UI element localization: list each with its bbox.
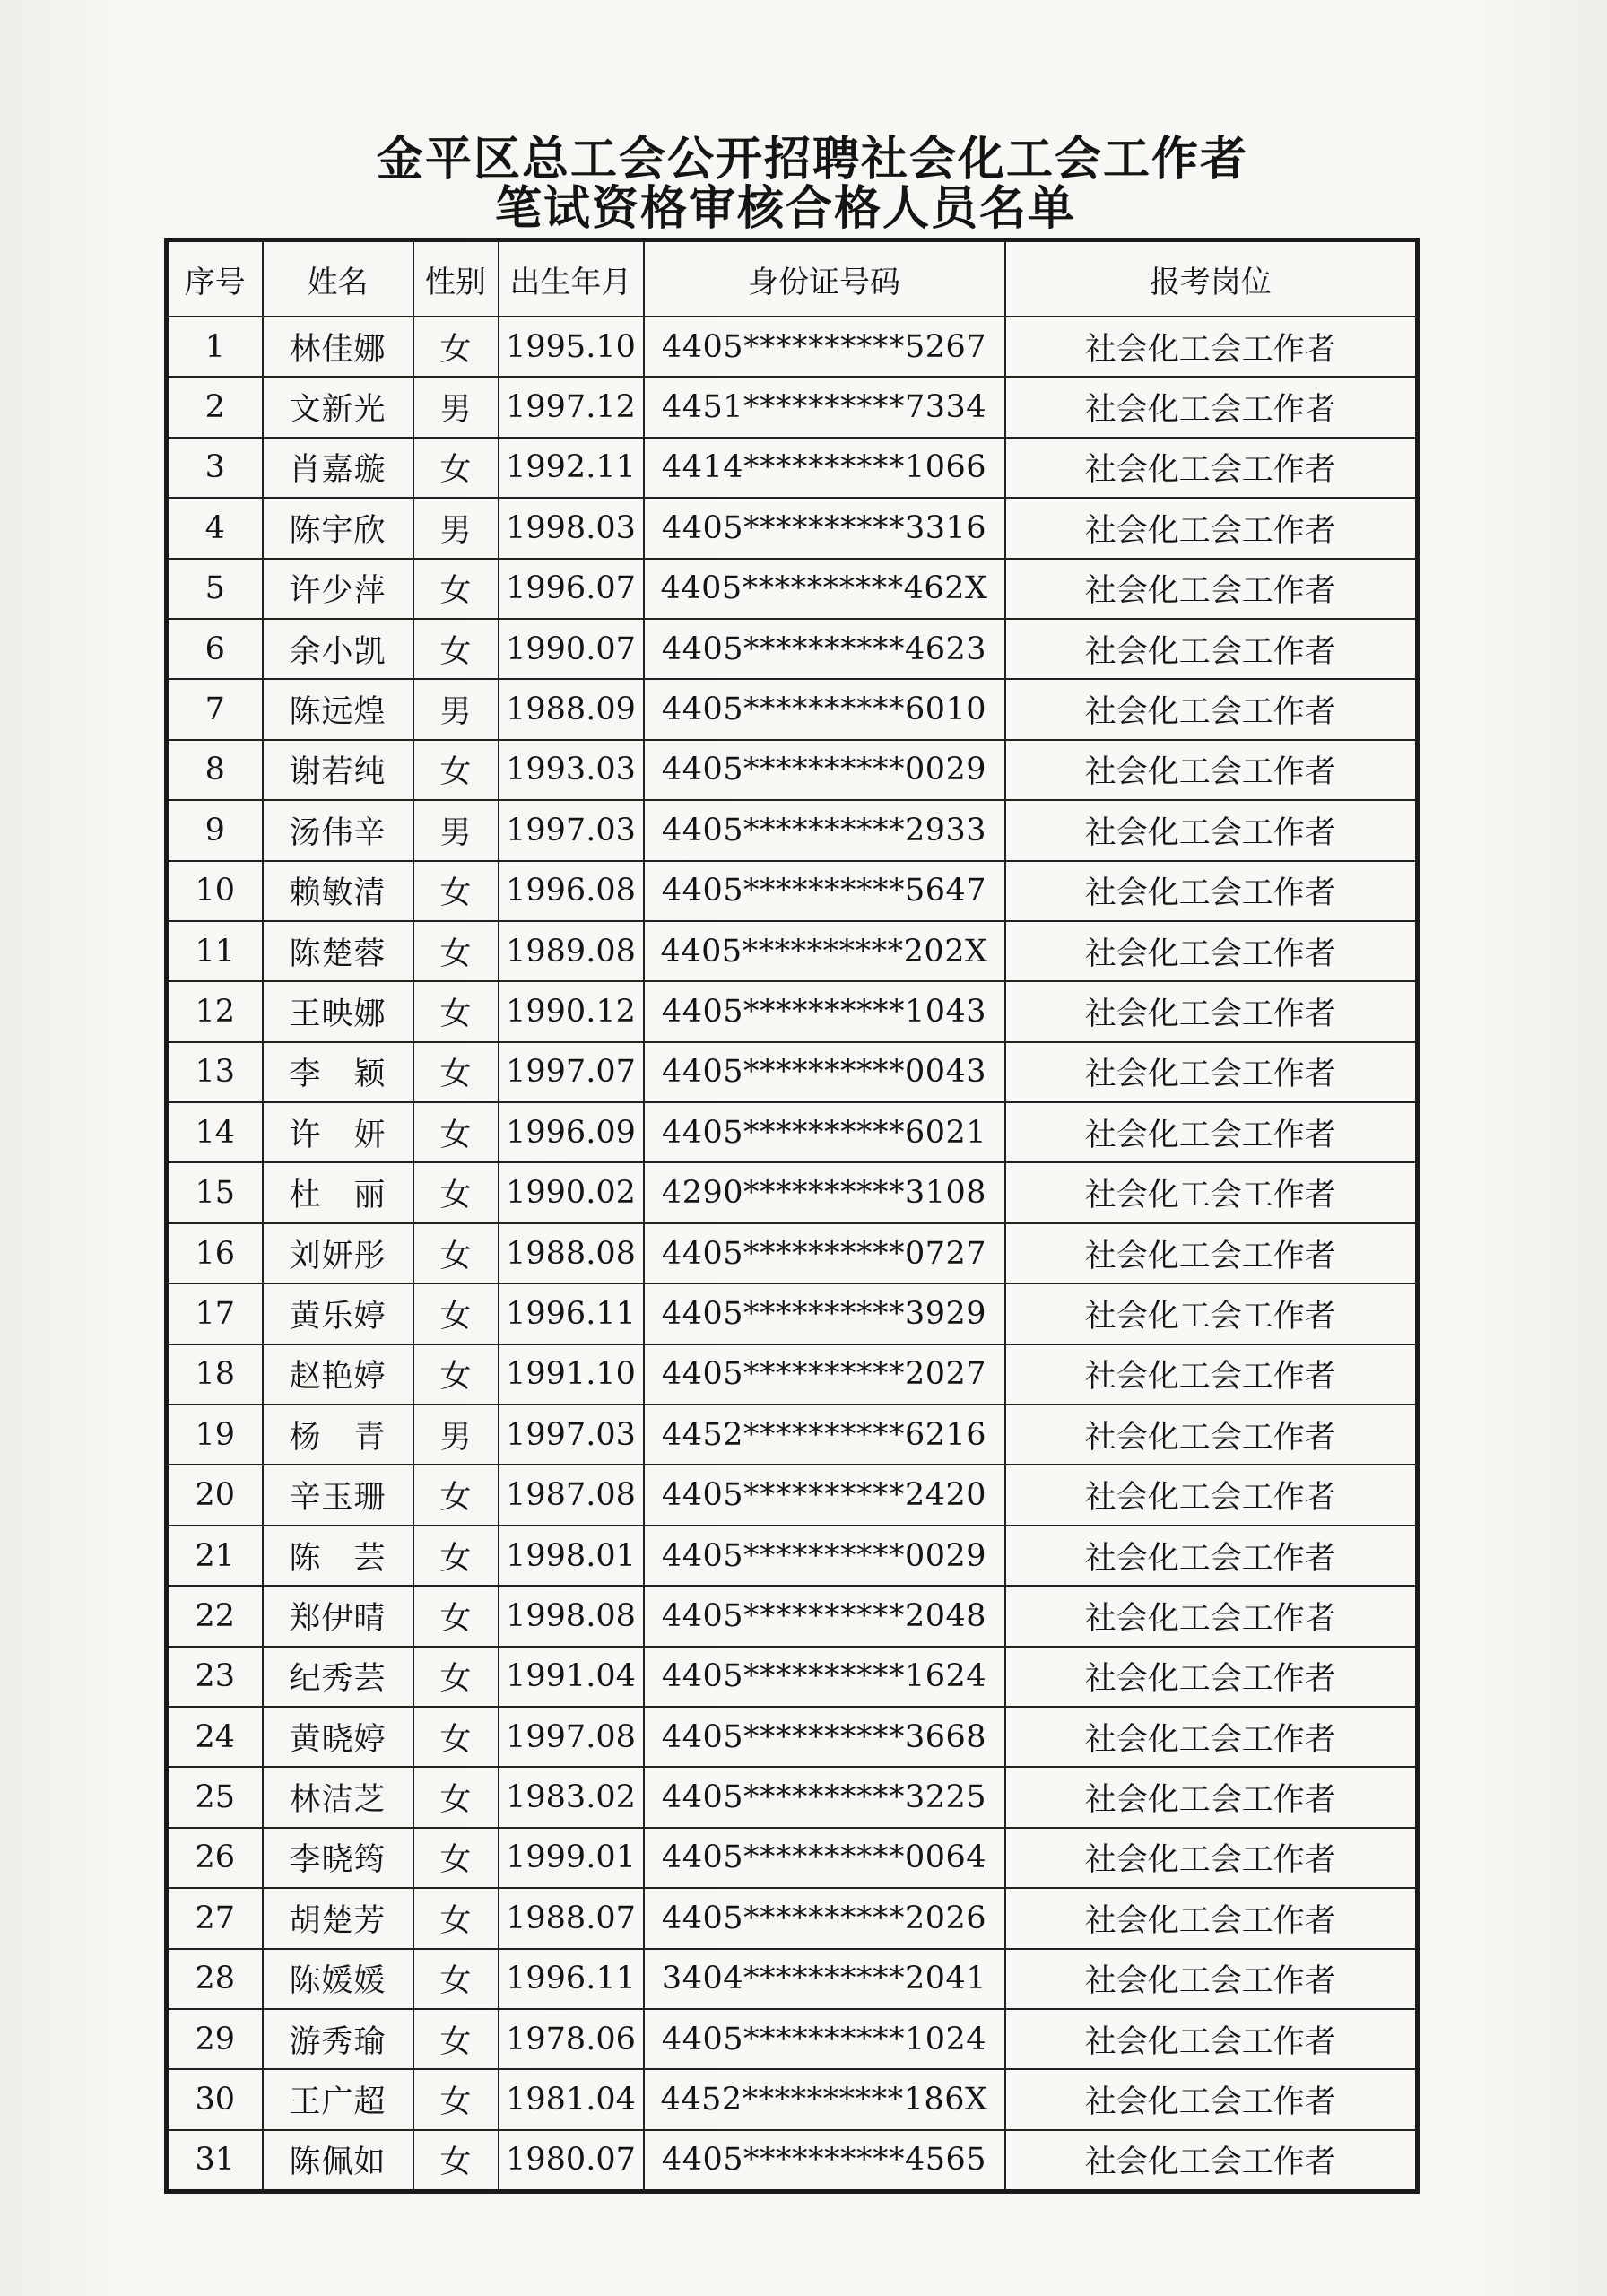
birth-date-cell: 1997.03 — [499, 1405, 644, 1465]
birth-date-cell: 1998.01 — [499, 1526, 644, 1586]
applied-position-cell: 社会化工会工作者 — [1005, 800, 1418, 860]
gender-cell: 女 — [413, 1828, 499, 1888]
table-row — [167, 1767, 1418, 1827]
serial-number-cell: 13 — [167, 1042, 263, 1102]
applied-position-cell: 社会化工会工作者 — [1005, 1223, 1418, 1283]
birth-date-cell: 1988.08 — [499, 1223, 644, 1283]
serial-number-cell: 17 — [167, 1283, 263, 1344]
table-row — [167, 800, 1418, 860]
serial-number-cell: 26 — [167, 1828, 263, 1888]
id-number-cell: 4405**********1043 — [644, 981, 1005, 1041]
birth-date-cell: 1999.01 — [499, 1828, 644, 1888]
birth-date-cell: 1992.11 — [499, 438, 644, 498]
gender-cell: 女 — [413, 559, 499, 619]
applied-position-cell: 社会化工会工作者 — [1005, 679, 1418, 739]
document-title: 金平区总工会公开招聘社会化工会工作者 — [376, 133, 1248, 187]
serial-number-cell: 2 — [167, 377, 263, 437]
serial-number-cell: 25 — [167, 1767, 263, 1827]
table-row — [167, 1283, 1418, 1344]
table-row — [167, 317, 1418, 377]
table-row — [167, 679, 1418, 739]
applied-position-cell: 社会化工会工作者 — [1005, 377, 1418, 437]
birth-date-cell: 1995.10 — [499, 317, 644, 377]
id-number-cell: 4405**********4565 — [644, 2130, 1005, 2192]
applied-position-cell: 社会化工会工作者 — [1005, 498, 1418, 558]
table-row — [167, 1344, 1418, 1405]
serial-number-cell: 30 — [167, 2069, 263, 2129]
name-cell: 郑伊晴 — [263, 1586, 413, 1646]
name-cell: 胡楚芳 — [263, 1888, 413, 1948]
birth-date-cell: 1988.09 — [499, 679, 644, 739]
name-cell: 陈 芸 — [263, 1526, 413, 1586]
table-row — [167, 1707, 1418, 1767]
applied-position-cell: 社会化工会工作者 — [1005, 1102, 1418, 1162]
table-row — [167, 1586, 1418, 1646]
document-subtitle: 笔试资格审核合格人员名单 — [494, 182, 1076, 236]
id-number-cell: 4290**********3108 — [644, 1162, 1005, 1222]
birth-date-cell: 1980.07 — [499, 2130, 644, 2192]
gender-cell: 女 — [413, 740, 499, 800]
applied-position-cell: 社会化工会工作者 — [1005, 2069, 1418, 2129]
birth-date-cell: 1991.10 — [499, 1344, 644, 1405]
applied-position-cell: 社会化工会工作者 — [1005, 2130, 1418, 2192]
applied-position-cell: 社会化工会工作者 — [1005, 1647, 1418, 1707]
table-row — [167, 1223, 1418, 1283]
name-cell: 肖嘉璇 — [263, 438, 413, 498]
id-number-cell: 4405**********2026 — [644, 1888, 1005, 1948]
gender-cell: 女 — [413, 1767, 499, 1827]
gender-cell: 女 — [413, 861, 499, 921]
table-row — [167, 921, 1418, 981]
serial-number-cell: 3 — [167, 438, 263, 498]
name-cell: 许少萍 — [263, 559, 413, 619]
applied-position-cell: 社会化工会工作者 — [1005, 1586, 1418, 1646]
name-cell: 余小凯 — [263, 619, 413, 679]
applied-position-cell: 社会化工会工作者 — [1005, 1888, 1418, 1948]
birth-date-cell: 1981.04 — [499, 2069, 644, 2129]
table-row — [167, 498, 1418, 558]
name-cell: 谢若纯 — [263, 740, 413, 800]
gender-cell: 女 — [413, 1888, 499, 1948]
birth-date-cell: 1997.08 — [499, 1707, 644, 1767]
name-cell: 黄晓婷 — [263, 1707, 413, 1767]
serial-number-cell: 24 — [167, 1707, 263, 1767]
id-number-cell: 4405**********2027 — [644, 1344, 1005, 1405]
serial-number-cell: 21 — [167, 1526, 263, 1586]
serial-number-cell: 15 — [167, 1162, 263, 1222]
id-number-cell: 4405**********1024 — [644, 2009, 1005, 2069]
birth-date-cell: 1990.02 — [499, 1162, 644, 1222]
birth-date-cell: 1990.07 — [499, 619, 644, 679]
serial-number-cell: 14 — [167, 1102, 263, 1162]
name-cell: 林洁芝 — [263, 1767, 413, 1827]
header-birth-date: 出生年月 — [499, 240, 644, 317]
serial-number-cell: 20 — [167, 1465, 263, 1525]
applied-position-cell: 社会化工会工作者 — [1005, 1283, 1418, 1344]
header-applied-position: 报考岗位 — [1005, 240, 1418, 317]
id-number-cell: 4405**********3316 — [644, 498, 1005, 558]
applied-position-cell: 社会化工会工作者 — [1005, 1344, 1418, 1405]
name-cell: 陈佩如 — [263, 2130, 413, 2192]
gender-cell: 男 — [413, 498, 499, 558]
table-row — [167, 2130, 1418, 2192]
birth-date-cell: 1998.03 — [499, 498, 644, 558]
table-header-row — [167, 240, 1418, 317]
gender-cell: 女 — [413, 921, 499, 981]
table-row — [167, 559, 1418, 619]
header-serial-number: 序号 — [167, 240, 263, 317]
birth-date-cell: 1997.03 — [499, 800, 644, 860]
name-cell: 辛玉珊 — [263, 1465, 413, 1525]
name-cell: 赖敏清 — [263, 861, 413, 921]
name-cell: 游秀瑜 — [263, 2009, 413, 2069]
birth-date-cell: 1991.04 — [499, 1647, 644, 1707]
gender-cell: 女 — [413, 1526, 499, 1586]
id-number-cell: 4414**********1066 — [644, 438, 1005, 498]
table-row — [167, 1647, 1418, 1707]
id-number-cell: 4405**********0064 — [644, 1828, 1005, 1888]
id-number-cell: 4405**********1624 — [644, 1647, 1005, 1707]
id-number-cell: 4405**********2420 — [644, 1465, 1005, 1525]
header-gender: 性别 — [413, 240, 499, 317]
applied-position-cell: 社会化工会工作者 — [1005, 1042, 1418, 1102]
id-number-cell: 4405**********3929 — [644, 1283, 1005, 1344]
birth-date-cell: 1996.11 — [499, 1283, 644, 1344]
applied-position-cell: 社会化工会工作者 — [1005, 1707, 1418, 1767]
gender-cell: 女 — [413, 1283, 499, 1344]
name-cell: 黄乐婷 — [263, 1283, 413, 1344]
gender-cell: 女 — [413, 2009, 499, 2069]
id-number-cell: 4405**********5267 — [644, 317, 1005, 377]
serial-number-cell: 23 — [167, 1647, 263, 1707]
header-name: 姓名 — [263, 240, 413, 317]
name-cell: 王映娜 — [263, 981, 413, 1041]
id-number-cell: 4405**********6021 — [644, 1102, 1005, 1162]
applied-position-cell: 社会化工会工作者 — [1005, 559, 1418, 619]
birth-date-cell: 1996.07 — [499, 559, 644, 619]
name-cell: 王广超 — [263, 2069, 413, 2129]
table-row — [167, 619, 1418, 679]
applied-position-cell: 社会化工会工作者 — [1005, 981, 1418, 1041]
name-cell: 李晓筠 — [263, 1828, 413, 1888]
name-cell: 刘妍彤 — [263, 1223, 413, 1283]
serial-number-cell: 31 — [167, 2130, 263, 2192]
birth-date-cell: 1989.08 — [499, 921, 644, 981]
name-cell: 陈宇欣 — [263, 498, 413, 558]
serial-number-cell: 1 — [167, 317, 263, 377]
name-cell: 杨 青 — [263, 1405, 413, 1465]
serial-number-cell: 7 — [167, 679, 263, 739]
name-cell: 许 妍 — [263, 1102, 413, 1162]
applied-position-cell: 社会化工会工作者 — [1005, 921, 1418, 981]
applied-position-cell: 社会化工会工作者 — [1005, 619, 1418, 679]
gender-cell: 女 — [413, 1162, 499, 1222]
id-number-cell: 3404**********2041 — [644, 1949, 1005, 2009]
applied-position-cell: 社会化工会工作者 — [1005, 740, 1418, 800]
birth-date-cell: 1996.09 — [499, 1102, 644, 1162]
birth-date-cell: 1997.07 — [499, 1042, 644, 1102]
name-cell: 纪秀芸 — [263, 1647, 413, 1707]
applied-position-cell: 社会化工会工作者 — [1005, 1767, 1418, 1827]
table-row — [167, 1949, 1418, 2009]
id-number-cell: 4405**********3225 — [644, 1767, 1005, 1827]
name-cell: 陈远煌 — [263, 679, 413, 739]
serial-number-cell: 11 — [167, 921, 263, 981]
gender-cell: 女 — [413, 1647, 499, 1707]
name-cell: 杜 丽 — [263, 1162, 413, 1222]
table-row — [167, 740, 1418, 800]
id-number-cell: 4405**********4623 — [644, 619, 1005, 679]
gender-cell: 男 — [413, 679, 499, 739]
id-number-cell: 4405**********0029 — [644, 740, 1005, 800]
birth-date-cell: 1996.11 — [499, 1949, 644, 2009]
gender-cell: 女 — [413, 1344, 499, 1405]
gender-cell: 女 — [413, 1949, 499, 2009]
birth-date-cell: 1998.08 — [499, 1586, 644, 1646]
applied-position-cell: 社会化工会工作者 — [1005, 317, 1418, 377]
gender-cell: 女 — [413, 438, 499, 498]
table-row — [167, 1102, 1418, 1162]
gender-cell: 女 — [413, 1707, 499, 1767]
serial-number-cell: 22 — [167, 1586, 263, 1646]
birth-date-cell: 1990.12 — [499, 981, 644, 1041]
gender-cell: 女 — [413, 1042, 499, 1102]
gender-cell: 女 — [413, 2069, 499, 2129]
applied-position-cell: 社会化工会工作者 — [1005, 1949, 1418, 2009]
gender-cell: 女 — [413, 1465, 499, 1525]
table-row — [167, 1405, 1418, 1465]
serial-number-cell: 29 — [167, 2009, 263, 2069]
serial-number-cell: 18 — [167, 1344, 263, 1405]
gender-cell: 男 — [413, 1405, 499, 1465]
serial-number-cell: 12 — [167, 981, 263, 1041]
applied-position-cell: 社会化工会工作者 — [1005, 1465, 1418, 1525]
birth-date-cell: 1993.03 — [499, 740, 644, 800]
applied-position-cell: 社会化工会工作者 — [1005, 1162, 1418, 1222]
name-cell: 汤伟辛 — [263, 800, 413, 860]
table-row — [167, 1465, 1418, 1525]
serial-number-cell: 8 — [167, 740, 263, 800]
birth-date-cell: 1996.08 — [499, 861, 644, 921]
applied-position-cell: 社会化工会工作者 — [1005, 2009, 1418, 2069]
gender-cell: 女 — [413, 1102, 499, 1162]
id-number-cell: 4405**********202X — [644, 921, 1005, 981]
table-row — [167, 438, 1418, 498]
id-number-cell: 4405**********3668 — [644, 1707, 1005, 1767]
table-row — [167, 2009, 1418, 2069]
gender-cell: 男 — [413, 800, 499, 860]
table-row — [167, 1042, 1418, 1102]
name-cell: 文新光 — [263, 377, 413, 437]
name-cell: 赵艳婷 — [263, 1344, 413, 1405]
table-row — [167, 2069, 1418, 2129]
serial-number-cell: 5 — [167, 559, 263, 619]
gender-cell: 女 — [413, 619, 499, 679]
id-number-cell: 4405**********0029 — [644, 1526, 1005, 1586]
table-row — [167, 1162, 1418, 1222]
gender-cell: 男 — [413, 377, 499, 437]
serial-number-cell: 28 — [167, 1949, 263, 2009]
gender-cell: 女 — [413, 981, 499, 1041]
id-number-cell: 4452**********186X — [644, 2069, 1005, 2129]
applied-position-cell: 社会化工会工作者 — [1005, 1828, 1418, 1888]
table-row — [167, 1888, 1418, 1948]
table-row — [167, 377, 1418, 437]
name-cell: 陈楚蓉 — [263, 921, 413, 981]
id-number-cell: 4405**********6010 — [644, 679, 1005, 739]
serial-number-cell: 27 — [167, 1888, 263, 1948]
id-number-cell: 4405**********5647 — [644, 861, 1005, 921]
table-row — [167, 1526, 1418, 1586]
qualified-candidates-table — [164, 238, 1420, 2194]
table-row — [167, 981, 1418, 1041]
id-number-cell: 4451**********7334 — [644, 377, 1005, 437]
serial-number-cell: 4 — [167, 498, 263, 558]
name-cell: 林佳娜 — [263, 317, 413, 377]
serial-number-cell: 19 — [167, 1405, 263, 1465]
serial-number-cell: 9 — [167, 800, 263, 860]
serial-number-cell: 6 — [167, 619, 263, 679]
id-number-cell: 4452**********6216 — [644, 1405, 1005, 1465]
applied-position-cell: 社会化工会工作者 — [1005, 1405, 1418, 1465]
serial-number-cell: 10 — [167, 861, 263, 921]
applied-position-cell: 社会化工会工作者 — [1005, 1526, 1418, 1586]
id-number-cell: 4405**********0727 — [644, 1223, 1005, 1283]
id-number-cell: 4405**********2933 — [644, 800, 1005, 860]
gender-cell: 女 — [413, 2130, 499, 2192]
birth-date-cell: 1978.06 — [499, 2009, 644, 2069]
gender-cell: 女 — [413, 1223, 499, 1283]
table-row — [167, 861, 1418, 921]
gender-cell: 女 — [413, 1586, 499, 1646]
id-number-cell: 4405**********2048 — [644, 1586, 1005, 1646]
birth-date-cell: 1997.12 — [499, 377, 644, 437]
id-number-cell: 4405**********462X — [644, 559, 1005, 619]
applied-position-cell: 社会化工会工作者 — [1005, 861, 1418, 921]
applied-position-cell: 社会化工会工作者 — [1005, 438, 1418, 498]
birth-date-cell: 1983.02 — [499, 1767, 644, 1827]
header-id-number: 身份证号码 — [644, 240, 1005, 317]
name-cell: 陈媛媛 — [263, 1949, 413, 2009]
table-body — [167, 317, 1418, 2192]
serial-number-cell: 16 — [167, 1223, 263, 1283]
id-number-cell: 4405**********0043 — [644, 1042, 1005, 1102]
gender-cell: 女 — [413, 317, 499, 377]
birth-date-cell: 1988.07 — [499, 1888, 644, 1948]
birth-date-cell: 1987.08 — [499, 1465, 644, 1525]
name-cell: 李 颖 — [263, 1042, 413, 1102]
table-row — [167, 1828, 1418, 1888]
